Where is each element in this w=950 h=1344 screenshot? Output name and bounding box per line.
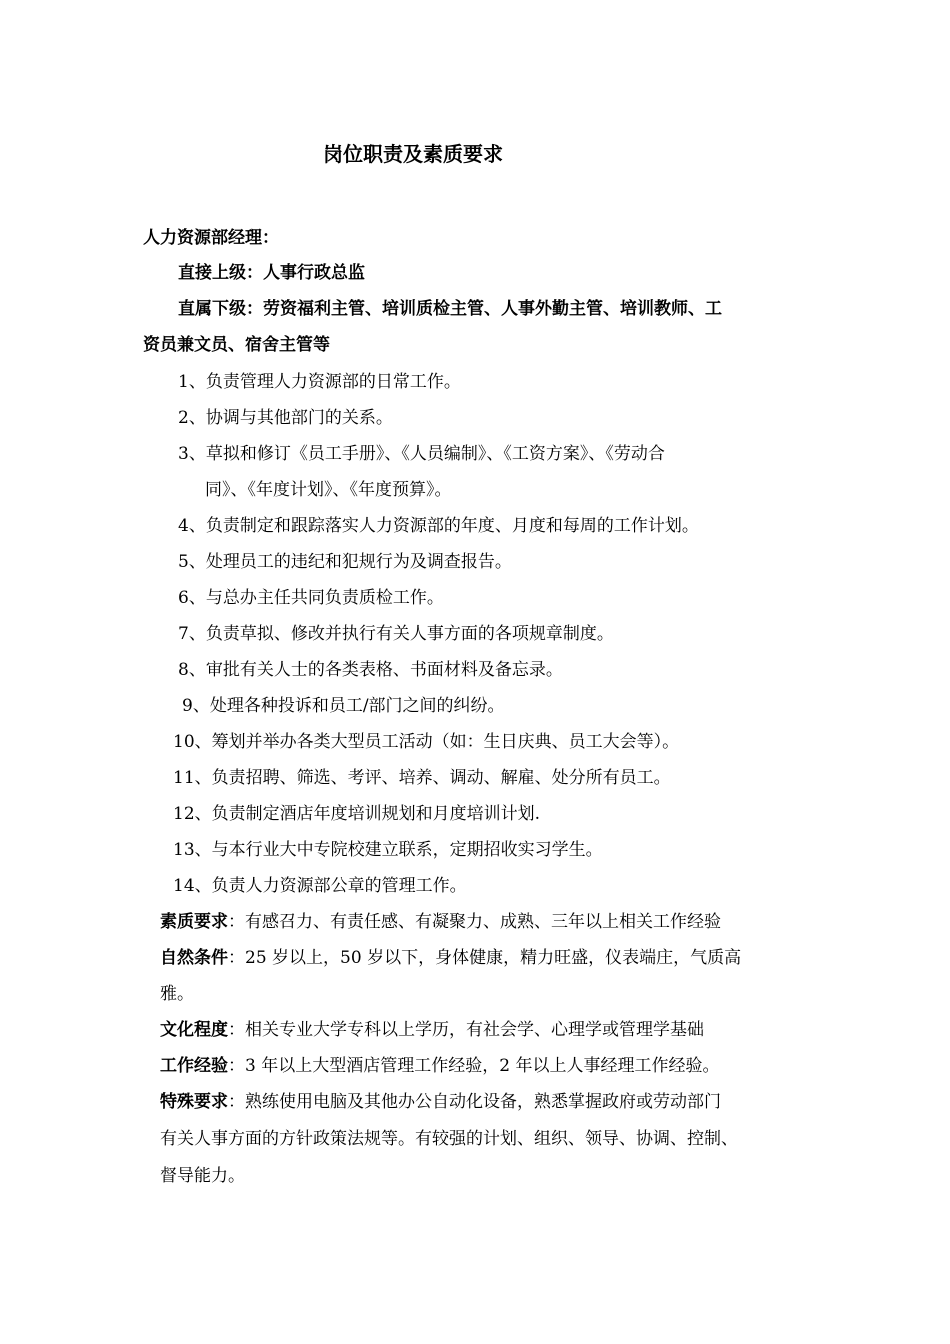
duty-item: 12、负责制定酒店年度培训规划和月度培训计划. bbox=[173, 804, 541, 824]
work-experience bbox=[160, 1056, 719, 1076]
natural-conditions-continuation: 雅。 bbox=[160, 984, 194, 1004]
duty-item: 13、与本行业大中专院校建立联系，定期招收实习学生。 bbox=[173, 840, 603, 860]
natural-label: 自然条件 bbox=[160, 948, 228, 968]
duty-item: 10、筹划并举办各类大型员工活动（如：生日庆典、员工大会等）。 bbox=[173, 732, 680, 752]
duty-item: 14、负责人力资源部公章的管理工作。 bbox=[173, 876, 467, 896]
position-heading: 人力资源部经理： bbox=[143, 228, 279, 248]
duty-item: 2、协调与其他部门的关系。 bbox=[178, 408, 393, 428]
special-requirements-continuation: 督导能力。 bbox=[160, 1166, 245, 1186]
duty-item: 1、负责管理人力资源部的日常工作。 bbox=[178, 372, 461, 392]
direct-superior: 直接上级：人事行政总监 bbox=[178, 263, 365, 283]
experience-label: 工作经验 bbox=[160, 1056, 228, 1076]
duty-item: 9、处理各种投诉和员工/部门之间的纠纷。 bbox=[182, 696, 505, 716]
special-requirements bbox=[160, 1092, 721, 1112]
special-requirements-continuation: 有关人事方面的方针政策法规等。有较强的计划、组织、领导、协调、控制、 bbox=[160, 1129, 738, 1149]
duty-item: 8、审批有关人士的各类表格、书面材料及备忘录。 bbox=[178, 660, 563, 680]
special-label: 特殊要求 bbox=[160, 1092, 228, 1112]
duty-item: 7、负责草拟、修改并执行有关人事方面的各项规章制度。 bbox=[178, 624, 614, 644]
duty-item: 6、与总办主任共同负责质检工作。 bbox=[178, 588, 444, 608]
natural-text: ：25 岁以上，50 岁以下，身体健康，精力旺盛，仪表端庄，气质高 bbox=[228, 948, 742, 968]
duty-item: 5、处理员工的违纪和犯规行为及调查报告。 bbox=[178, 552, 512, 572]
quality-requirement bbox=[160, 912, 721, 932]
duty-item: 3、草拟和修订《员工手册》、《人员编制》、《工资方案》、《劳动合 bbox=[178, 444, 665, 464]
education-level bbox=[160, 1020, 704, 1040]
direct-subordinates-line1: 直属下级：劳资福利主管、培训质检主管、人事外勤主管、培训教师、工 bbox=[178, 299, 722, 319]
duty-item-continuation: 同》、《年度计划》、《年度预算》。 bbox=[205, 480, 452, 500]
duty-item: 4、负责制定和跟踪落实人力资源部的年度、月度和每周的工作计划。 bbox=[178, 516, 699, 536]
experience-text: ：3 年以上大型酒店管理工作经验，2 年以上人事经理工作经验。 bbox=[228, 1056, 720, 1076]
education-text: ：相关专业大学专科以上学历，有社会学、心理学或管理学基础 bbox=[228, 1020, 704, 1040]
duty-item: 11、负责招聘、筛选、考评、培养、调动、解雇、处分所有员工。 bbox=[173, 768, 671, 788]
education-label: 文化程度 bbox=[160, 1020, 228, 1040]
natural-conditions bbox=[160, 948, 741, 968]
quality-text: ：有感召力、有责任感、有凝聚力、成熟、三年以上相关工作经验 bbox=[228, 912, 721, 932]
quality-label: 素质要求 bbox=[160, 912, 228, 932]
special-text: ：熟练使用电脑及其他办公自动化设备，熟悉掌握政府或劳动部门 bbox=[228, 1092, 721, 1112]
document-title: 岗位职责及素质要求 bbox=[323, 142, 503, 166]
direct-subordinates-line2: 资员兼文员、宿舍主管等 bbox=[143, 335, 330, 355]
